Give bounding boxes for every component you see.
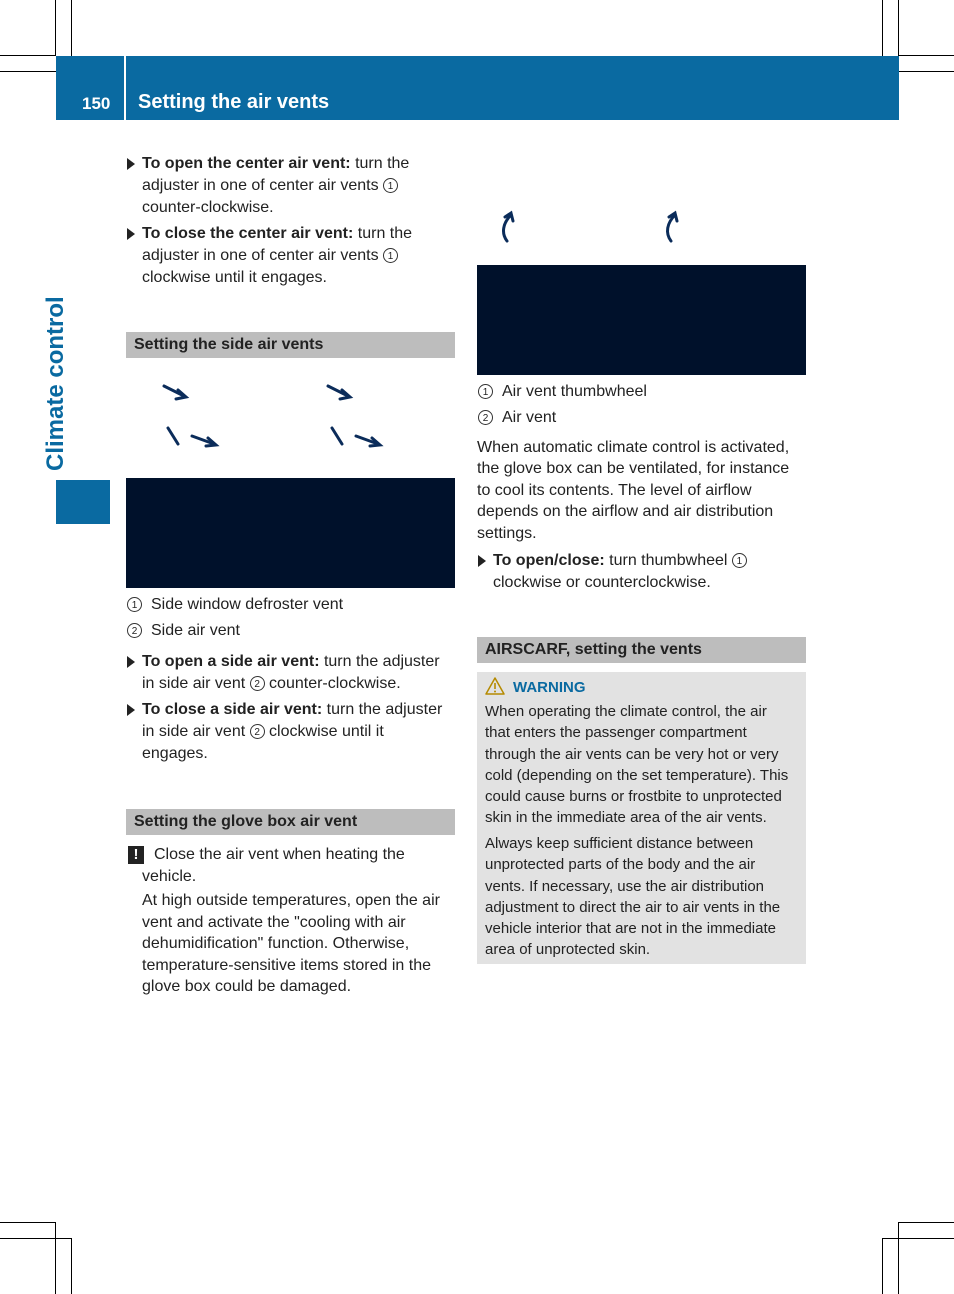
text-line: glove box could be damaged.: [142, 978, 352, 995]
section-heading-airscarf: AIRSCARF, setting the vents: [477, 637, 806, 663]
notice-text: [154, 844, 464, 866]
marker-2: 2: [127, 623, 142, 638]
thumbwheel-arrows-icon: [477, 199, 806, 259]
chapter-label: Climate control: [42, 296, 69, 471]
text-line: adjustment to direct the air to air vents in the: [485, 898, 781, 916]
crop-mark: [71, 0, 72, 56]
text-line: Always keep sufficient distance between: [485, 835, 754, 852]
notice-text: [142, 866, 462, 888]
marker-2: 2: [250, 676, 265, 691]
page-number: 150: [82, 94, 111, 113]
text-line: Close the air vent when heating the: [154, 846, 405, 863]
text-line: temperature-sensitive items stored in the: [142, 956, 432, 974]
text-line: to cool its contents. The level of airflow: [477, 481, 752, 499]
warning-text: [485, 701, 803, 829]
legend-text: Air vent thumbwheel: [502, 383, 647, 400]
text-line: vehicle.: [142, 868, 197, 885]
legend-text: Air vent: [502, 409, 557, 426]
step-open-side-vent: [142, 651, 462, 695]
crop-mark: [55, 1222, 56, 1294]
step-text: clockwise or counterclockwise.: [493, 574, 711, 591]
step-text: engages.: [142, 745, 208, 762]
step-text: in side air vent: [142, 675, 250, 692]
warning-title-text: WARNING: [513, 679, 586, 696]
section-heading-glove-box: Setting the glove box air vent: [126, 809, 455, 835]
step-text: clockwise until it: [264, 723, 384, 740]
step-text: counter-clockwise.: [142, 199, 274, 216]
text-line: area of unprotected skin.: [485, 941, 651, 959]
glove-box-description: [477, 437, 812, 544]
step-arrow-icon: [127, 158, 135, 170]
legend-text: Side air vent: [151, 622, 240, 639]
side-vent-arrows-icon: [126, 366, 455, 476]
text-line: the glove box can be ventilated, for instance: [477, 460, 790, 478]
figure-photo: [477, 265, 806, 375]
marker-2: 2: [250, 724, 265, 739]
crop-mark: [882, 1238, 954, 1239]
text-line: dehumidification" function. Otherwise,: [142, 935, 410, 952]
legend-item: [127, 594, 343, 616]
legend-text: Side window defroster vent: [151, 596, 344, 613]
step-bold: To open/close:: [493, 552, 605, 569]
crop-mark: [882, 1238, 883, 1294]
crop-mark: [0, 1222, 56, 1223]
step-bold: To close the center air vent:: [142, 225, 354, 242]
page-title: Setting the air vents: [138, 91, 330, 113]
text-line: cold (depending on the set temperature). This: [485, 766, 789, 784]
step-text: clockwise until it engages.: [142, 269, 327, 286]
step-arrow-icon: [127, 704, 135, 716]
step-bold: To open the center air vent:: [142, 155, 351, 172]
text-line: vehicle interior that are not in the immediate: [485, 920, 776, 938]
chapter-tab-marker: [56, 480, 110, 524]
crop-mark: [898, 1222, 954, 1223]
warning-text: [485, 833, 803, 961]
step-bold: To open a side air vent:: [142, 653, 320, 670]
step-close-center-vent: [142, 223, 462, 289]
text-line: depends on the airflow and air distribution: [477, 503, 774, 521]
text-line: vents. If necessary, use the air distribution: [485, 877, 765, 895]
step-text: turn the adjuster: [319, 653, 440, 670]
figure-photo: [126, 478, 455, 588]
text-line: unprotected parts of the body and the air: [485, 856, 756, 874]
notice-icon: !: [128, 846, 144, 864]
warning-box: [477, 672, 806, 964]
crop-mark: [55, 0, 56, 56]
step-text: adjuster in one of center air vents: [142, 177, 384, 194]
marker-1: 1: [478, 384, 493, 399]
crop-mark: [898, 71, 954, 72]
text-line: At high outside temperatures, open the air: [142, 892, 440, 909]
step-close-side-vent: [142, 699, 462, 765]
crop-mark: [0, 1238, 72, 1239]
marker-2: 2: [478, 410, 493, 425]
text-line: could cause burns or frostbite to unprotected: [485, 788, 782, 806]
step-arrow-icon: [127, 228, 135, 240]
crop-mark: [0, 55, 56, 56]
marker-1: 1: [732, 553, 747, 568]
text-line: settings.: [477, 524, 537, 542]
text-line: vent and activate the "cooling with air: [142, 913, 406, 931]
notice-detail: [142, 890, 462, 998]
warning-title: [485, 677, 586, 696]
text-line: through the air vents can be very hot or very: [485, 745, 779, 763]
page-header: [56, 56, 899, 120]
text-line: When automatic climate control is activated,: [477, 439, 790, 456]
legend-item: [127, 620, 240, 642]
text-line: that enters the passenger compartment: [485, 724, 747, 742]
step-text: adjuster in one of center air vents: [142, 247, 384, 264]
step-bold: To close a side air vent:: [142, 701, 323, 718]
section-heading-side-vents: Setting the side air vents: [126, 332, 455, 358]
step-text: turn the: [350, 155, 410, 172]
step-open-center-vent: [142, 153, 462, 219]
step-text: turn thumbwheel: [604, 552, 732, 569]
crop-mark: [898, 0, 899, 56]
step-text: in side air vent: [142, 723, 250, 740]
step-arrow-icon: [127, 656, 135, 668]
step-text: counter-clockwise.: [264, 675, 401, 692]
side-vent-figure: [126, 366, 455, 588]
text-line: skin in the immediate area of the air vents.: [485, 809, 767, 827]
header-divider: [124, 56, 126, 120]
legend-item: [478, 407, 556, 429]
step-arrow-icon: [478, 555, 486, 567]
crop-mark: [0, 71, 56, 72]
glove-box-vent-figure: [477, 199, 806, 375]
step-open-close-glove-vent: [493, 550, 813, 594]
crop-mark: [882, 0, 883, 56]
legend-item: [478, 381, 647, 403]
marker-1: 1: [383, 178, 398, 193]
marker-1: 1: [127, 597, 142, 612]
step-text: turn the adjuster: [322, 701, 443, 718]
step-text: turn the: [353, 225, 413, 242]
crop-mark: [71, 1238, 72, 1294]
warning-triangle-icon: [485, 677, 505, 695]
crop-mark: [898, 1222, 899, 1294]
marker-1: 1: [383, 248, 398, 263]
crop-mark: [898, 55, 954, 56]
text-line: When operating the climate control, the air: [485, 703, 767, 720]
